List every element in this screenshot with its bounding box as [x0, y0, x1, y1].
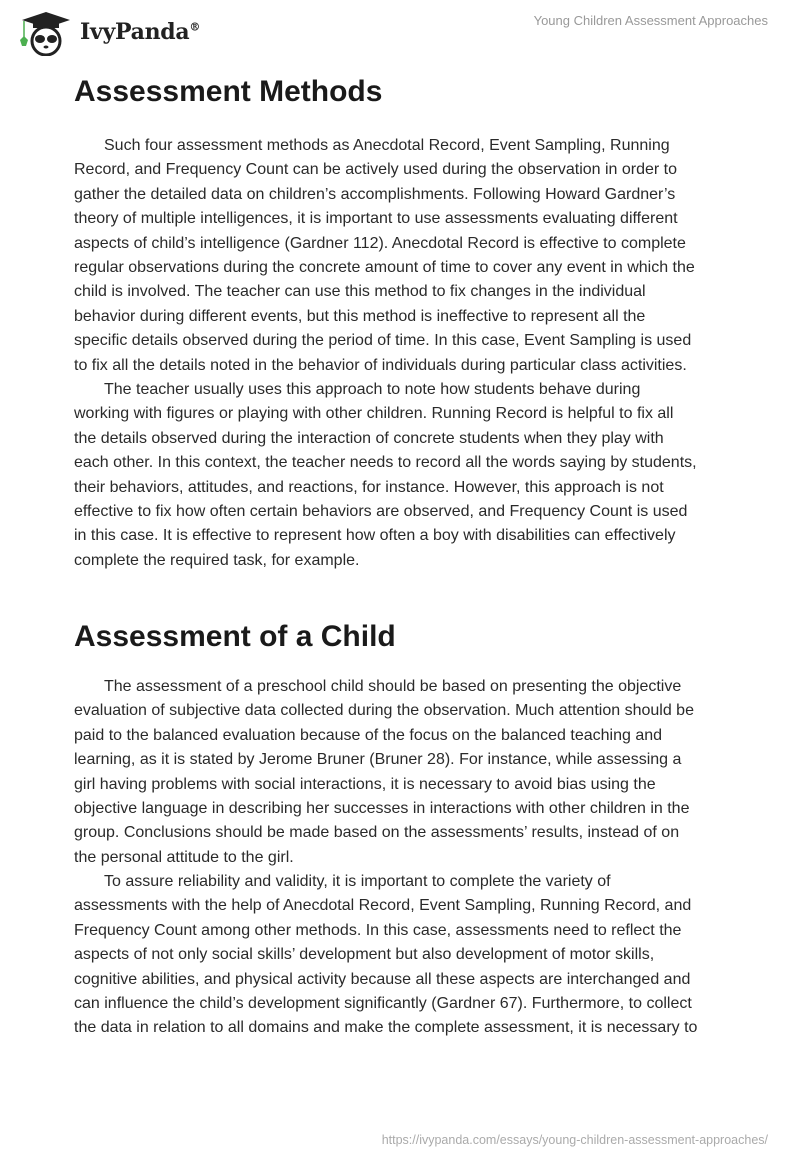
text-line: girl having problems with social interactions, it is necessary to avoid bias using the [74, 775, 656, 793]
text-line: Record, and Frequency Count can be actively used during the observation in order to [74, 161, 678, 179]
text-line: To assure reliability and validity, it is important to complete the variety of [104, 873, 611, 890]
text-line: group. Conclusions should be made based on the assessments’ results, instead of on [74, 824, 680, 842]
text-line: aspects of child’s intelligence (Gardner 112). Anecdotal Record is effective to complete [74, 234, 686, 252]
text-line: their behaviors, attitudes, and reactions, for instance. However, this approach is not [74, 478, 664, 496]
text-line: the details observed during the interaction of concrete students when they play with [74, 429, 664, 447]
document-title: Young Children Assessment Approaches [533, 13, 768, 28]
text-line: in this case. It is effective to represent how often a boy with disabilities can effectively [74, 527, 676, 545]
brand-name: IvyPanda® [80, 19, 201, 45]
text-line: Frequency Count among other methods. In this case, assessments need to reflect the [74, 921, 682, 939]
panda-logo-icon [18, 8, 74, 56]
text-line: The assessment of a preschool child should be based on presenting the objective [104, 678, 682, 695]
text-line: evaluation of subjective data collected during the observation. Much attention should be [74, 702, 694, 720]
text-line: objective language in describing her successes in interactions with other children in the [74, 800, 690, 818]
text-line: behavior during different events, but this method is ineffective to represent all the [74, 307, 646, 325]
text-line: learning, as it is stated by Jerome Bruner (Bruner 28). For instance, while assessing a [74, 751, 682, 769]
text-line: working with figures or playing with other children. Running Record is helpful to fix all [74, 405, 674, 423]
text-line: gather the detailed data on children’s accomplishments. Following Howard Gardner’s [74, 185, 676, 203]
text-line: aspects of not only social skills’ development but also development of motor skills, [74, 946, 655, 964]
text-line: Such four assessment methods as Anecdotal Record, Event Sampling, Running [104, 137, 670, 154]
text-line: each other. In this context, the teacher needs to record all the words saying by students, [74, 454, 697, 472]
text-line: assessments with the help of Anecdotal Record, Event Sampling, Running Record, and [74, 897, 692, 915]
section-heading: Assessment of a Child [74, 620, 396, 653]
text-line: the data in relation to all domains and make the complete assessment, it is necessary to [74, 1019, 698, 1037]
text-line: effective to fix how often certain behaviors are observed, and Frequency Count is used [74, 503, 688, 521]
paragraph [74, 870, 734, 1041]
text-line: paid to the balanced evaluation because of the focus on the balanced teaching and [74, 726, 663, 744]
paragraph [74, 134, 734, 378]
text-line: to fix all the details noted in the behavior of individuals during particular class activities. [74, 356, 687, 374]
source-url[interactable]: https://ivypanda.com/essays/young-children-assessment-approaches/ [381, 1133, 768, 1147]
text-line: the personal attitude to the girl. [74, 848, 294, 866]
paragraph [74, 675, 734, 870]
text-line: regular observations during the concrete amount of time to cover any event in which the [74, 259, 695, 277]
text-line: cognitive abilities, and physical activity because all these aspects are interchanged and [74, 970, 691, 988]
text-line: can influence the child’s development significantly (Gardner 67). Furthermore, to collect [74, 995, 692, 1013]
text-line: The teacher usually uses this approach to note how students behave during [104, 381, 641, 398]
text-line: specific details observed during the period of time. In this case, Event Sampling is used [74, 332, 692, 350]
ivypanda-logo[interactable] [18, 8, 200, 56]
text-line: theory of multiple intelligences, it is important to use assessments evaluating different [74, 210, 678, 228]
text-line: child is involved. The teacher can use this method to fix changes in the individual [74, 283, 646, 301]
section-heading: Assessment Methods [74, 75, 383, 108]
paragraph [74, 378, 734, 573]
text-line: complete the required task, for example. [74, 551, 360, 569]
